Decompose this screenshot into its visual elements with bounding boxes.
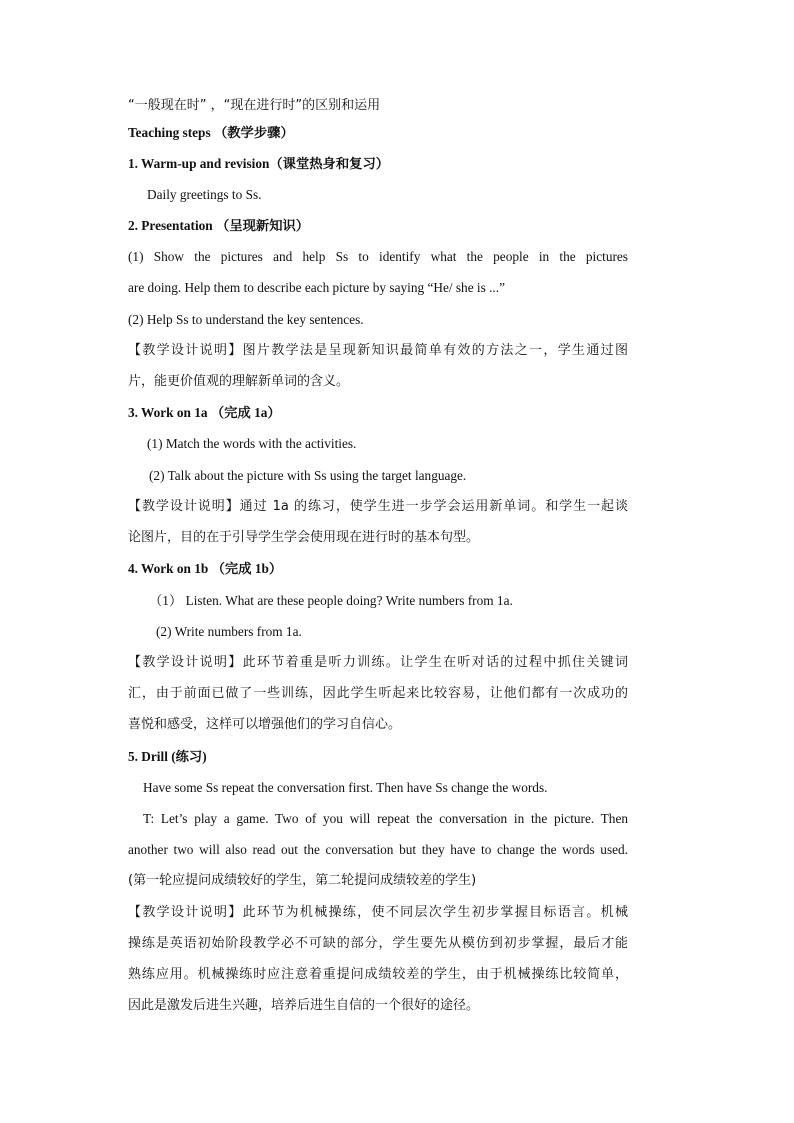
drill-note: (第一轮应提问成绩较好的学生，第二轮提问成绩较差的学生) (128, 873, 477, 888)
work-1a-step-1: (1) Match the words with the activities. (147, 436, 357, 451)
heading-teaching-steps: Teaching steps （教学步骤） (128, 125, 294, 140)
work-1b-step-1: （1） Listen. What are these people doing? Write numbers from 1a. (149, 593, 513, 608)
design-note-4-line-3: 熟练应用。机械操练时应注意着重提问成绩较差的学生，由于机械操练比较简单， (128, 967, 628, 982)
design-note-4-line-4: 因此是激发后进生兴趣，培养后进生自信的一个很好的途径。 (128, 998, 480, 1013)
design-note-3-line-2: 汇，由于前面已做了一些训练，因此学生听起来比较容易，让他们都有一次成功的 (128, 686, 628, 701)
work-1a-step-2: (2) Talk about the picture with Ss using the target language. (149, 468, 467, 483)
presentation-step-1: (1) Show the pictures and help Ss to identify what the people in the pictures (128, 249, 628, 264)
design-note-4-line-2: 操练是英语初始阶段教学必不可缺的部分，学生要先从模仿到初步掌握，最后才能 (128, 936, 628, 951)
design-note-4-line-1: 【教学设计说明】此环节为机械操练，使不同层次学生初步掌握目标语言。机械 (128, 905, 628, 920)
heading-work-1a: 3. Work on 1a （完成 1a） (128, 405, 281, 420)
design-note-1-line-1: 【教学设计说明】图片教学法是呈现新知识最简单有效的方法之一，学生通过图 (128, 343, 628, 358)
drill-text-3: another two will also read out the conversation but they have to change the words used. (128, 842, 628, 857)
presentation-step-1-cont: are doing. Help them to describe each picture by saying “He/ she is ...” (128, 280, 505, 295)
design-note-3-line-3: 喜悦和感受，这样可以增强他们的学习自信心。 (128, 717, 402, 732)
heading-warm-up: 1. Warm-up and revision（课堂热身和复习） (128, 156, 390, 171)
warm-up-text: Daily greetings to Ss. (147, 187, 262, 202)
work-1b-step-2: (2) Write numbers from 1a. (156, 624, 302, 639)
presentation-step-2: (2) Help Ss to understand the key sentences. (128, 312, 364, 327)
design-note-1-line-2: 片，能更价值观的理解新单词的含义。 (128, 374, 350, 389)
heading-work-1b: 4. Work on 1b （完成 1b） (128, 561, 283, 576)
heading-drill: 5. Drill (练习) (128, 749, 207, 764)
design-note-2-line-1: 【教学设计说明】通过 1a 的练习，使学生进一步学会运用新单词。和学生一起谈 (128, 499, 628, 514)
design-note-3-line-1: 【教学设计说明】此环节着重是听力训练。让学生在听对话的过程中抓住关键词 (128, 655, 628, 670)
intro-line: “一般现在时” ，“现在进行时”的区别和运用 (128, 98, 381, 113)
heading-presentation: 2. Presentation （呈现新知识） (128, 218, 310, 233)
drill-text-1: Have some Ss repeat the conversation first. Then have Ss change the words. (143, 780, 548, 795)
drill-text-2: T: Let’s play a game. Two of you will repeat the conversation in the picture. Then (143, 811, 628, 826)
design-note-2-line-2: 论图片，目的在于引导学生学会使用现在进行时的基本句型。 (128, 530, 480, 545)
